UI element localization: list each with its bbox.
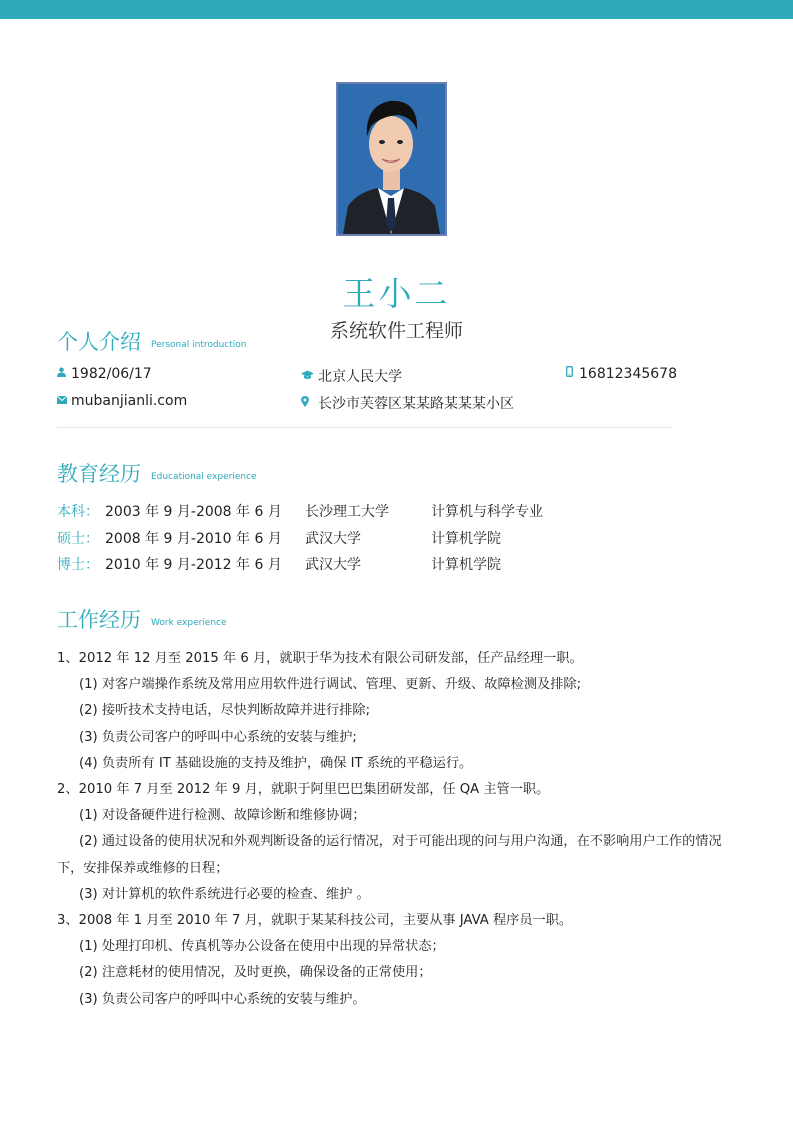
- user-icon: [57, 367, 67, 380]
- edu-degree: 博士：: [57, 557, 99, 573]
- edu-major: 计算机学院: [431, 531, 501, 547]
- phone-info: [566, 366, 677, 382]
- portrait-illustration: [338, 84, 445, 234]
- edu-degree: 本科：: [57, 504, 99, 520]
- edu-period: 2003 年 9 月-2008 年 6 月: [105, 504, 282, 520]
- job-duty: (3) 负责公司客户的呼叫中心系统的安装与维护。: [79, 991, 366, 1007]
- job-duty: (2) 通过设备的使用状况和外观判断设备的运行情况，对于可能出现的问与用户沟通，在不影响用户工作的情况下，安排保养或维修的日程；: [57, 834, 722, 876]
- work-title-cn: 工作经历: [57, 608, 141, 632]
- address-value: 长沙市芙蓉区某某路某某某小区: [318, 396, 514, 412]
- envelope-icon: [57, 394, 67, 407]
- job-duty: (2) 接听技术支持电话，尽快判断故障并进行排除;: [79, 703, 371, 719]
- job-duty: (4) 负责所有 IT 基础设施的支持及维护，确保 IT 系统的平稳运行。: [79, 755, 473, 771]
- email-info: [57, 393, 187, 409]
- map-pin-icon: [301, 396, 314, 410]
- job-duty: (2) 注意耗材的使用情况，及时更换，确保设备的正常使用；: [79, 965, 432, 981]
- work-experience-list: [57, 646, 737, 1013]
- top-accent-bar: [0, 0, 793, 19]
- address-info: [301, 393, 514, 413]
- job-duty: (3) 负责公司客户的呼叫中心系统的安装与维护;: [79, 729, 357, 745]
- school-value: 北京人民大学: [318, 369, 402, 385]
- birthday-value: 1982/06/17: [71, 366, 152, 382]
- edu-period: 2010 年 9 月-2012 年 6 月: [105, 557, 282, 573]
- edu-school: 长沙理工大学: [305, 504, 389, 520]
- personal-title-cn: 个人介绍: [57, 330, 141, 354]
- education-title-en: Educational experience: [151, 472, 257, 482]
- education-title-cn: 教育经历: [57, 462, 141, 486]
- job-duty: (1) 处理打印机、传真机等办公设备在使用中出现的异常状态；: [79, 939, 445, 955]
- work-title-en: Work experience: [151, 618, 227, 628]
- personal-title-en: Personal introduction: [151, 340, 247, 350]
- section-divider: [57, 427, 672, 428]
- job-entry: 2、2010 年 7 月至 2012 年 9 月，就职于阿里巴巴集团研发部，任 QA 主管一职。: [57, 782, 550, 798]
- edu-period: 2008 年 9 月-2010 年 6 月: [105, 531, 282, 547]
- job-duty: (1) 对设备硬件进行检测、故障诊断和维修协调；: [79, 808, 366, 824]
- edu-school: 武汉大学: [305, 557, 361, 573]
- job-duty: (3) 对计算机的软件系统进行必要的检查、维护 。: [79, 886, 370, 902]
- candidate-name: 王小二: [342, 274, 451, 313]
- birthday-info: [57, 366, 152, 382]
- phone-value: 16812345678: [579, 366, 677, 382]
- mobile-phone-icon: [566, 366, 575, 380]
- edu-degree: 硕士：: [57, 531, 99, 547]
- email-value: mubanjianli.com: [71, 393, 188, 409]
- job-duty: (1) 对客户端操作系统及常用应用软件进行调试、管理、更新、升级、故障检测及排除;: [79, 677, 582, 693]
- job-entry: 1、2012 年 12 月至 2015 年 6 月，就职于华为技术有限公司研发部，任产品经理一职。: [57, 651, 583, 666]
- edu-major: 计算机学院: [431, 557, 501, 573]
- education-section-title: [57, 458, 257, 488]
- profile-photo: [336, 82, 447, 236]
- school-info: [301, 366, 402, 386]
- edu-major: 计算机与科学专业: [431, 504, 543, 520]
- personal-section-title: [57, 326, 246, 356]
- job-entry: 3、2008 年 1 月至 2010 年 7 月，就职于某某科技公司，主要从事 JAVA 程序员一职。: [57, 913, 573, 929]
- edu-school: 武汉大学: [305, 531, 361, 547]
- graduation-cap-icon: [301, 370, 314, 383]
- job-title: 系统软件工程师: [329, 320, 463, 342]
- work-section-title: [57, 604, 227, 634]
